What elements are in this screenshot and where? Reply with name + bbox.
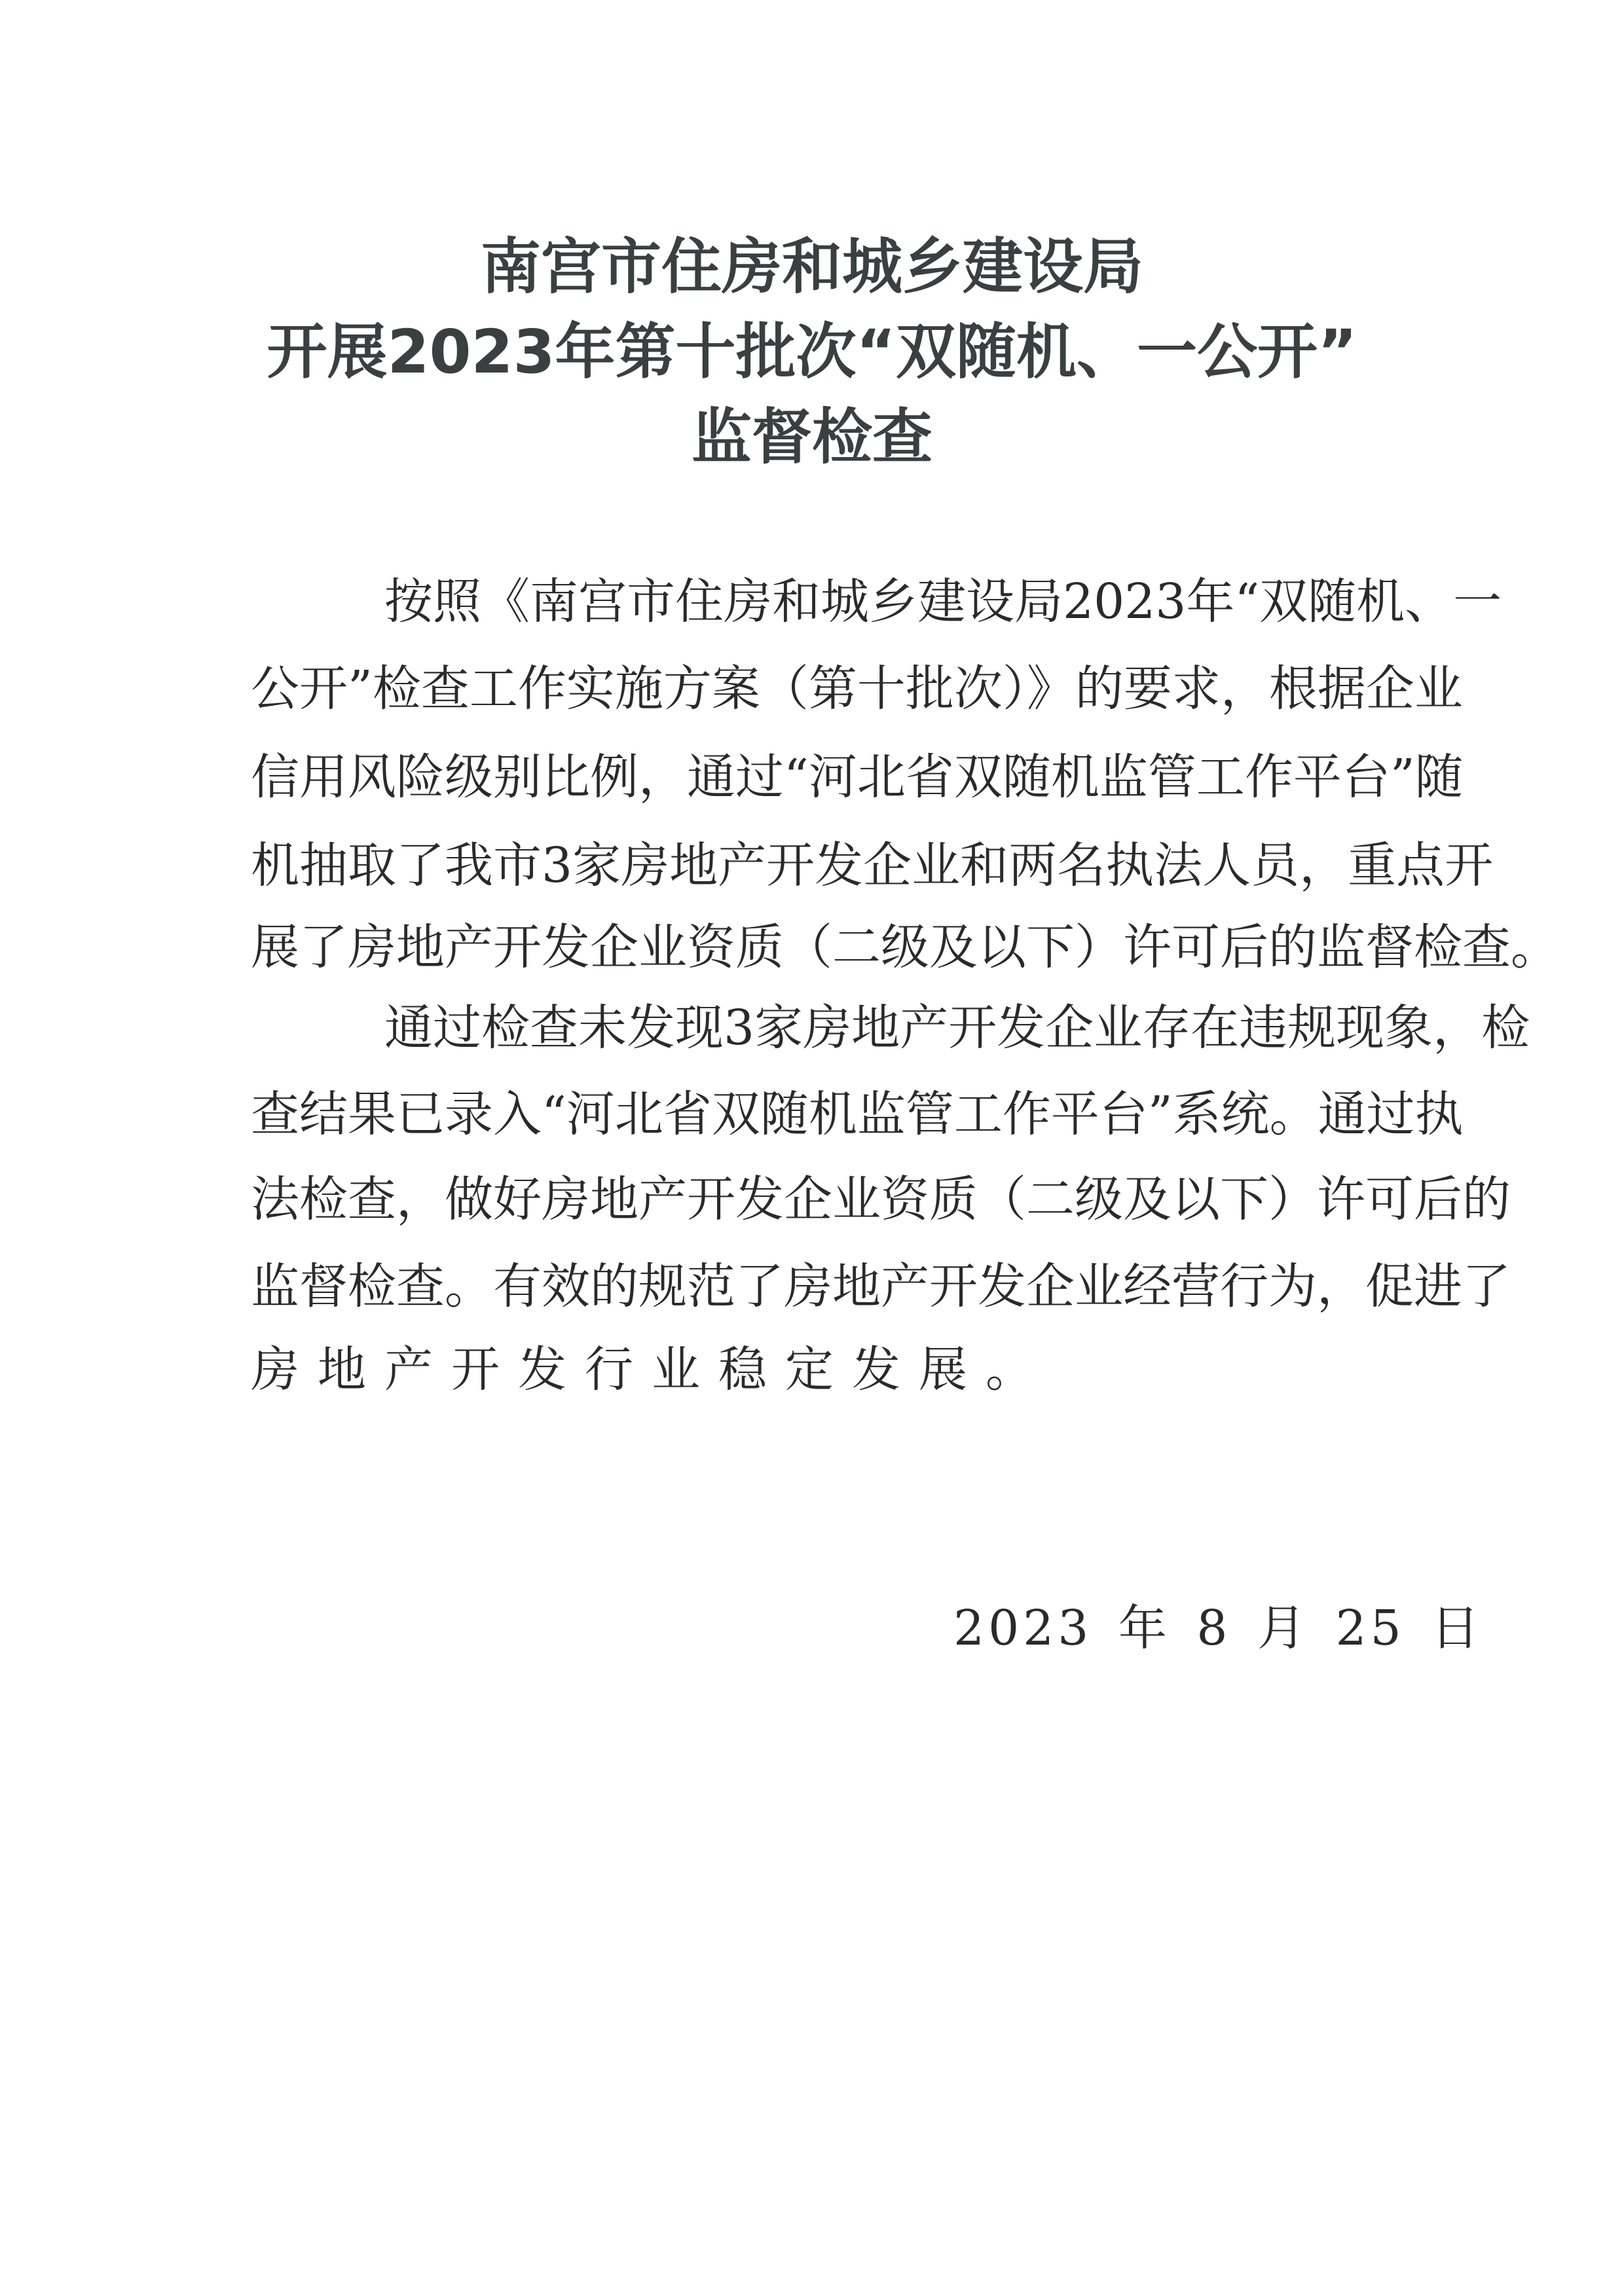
paragraph-line: 通过检查未发现3家房地产开发企业存在违规现象，检: [384, 1000, 1530, 1056]
document-date: 2023 年 8 月 25 日: [953, 1600, 1484, 1656]
paragraph-line: 公开”检查工作实施方案（第十批次）》的要求，根据企业: [251, 661, 1463, 717]
paragraph-line: 按照《南宫市住房和城乡建设局2023年“双随机、一: [384, 574, 1502, 630]
paragraph-line: 房地产开发行业稳定发展。: [251, 1341, 1052, 1398]
paragraph-line: 查结果已录入“河北省双随机监管工作平台”系统。通过执: [251, 1086, 1464, 1142]
paragraph-line: 机抽取了我市3家房地产开发企业和两名执法人员，重点开: [251, 837, 1494, 894]
paragraph-line: 监督检查。有效的规范了房地产开发企业经营行为，促进了: [251, 1258, 1511, 1315]
paragraph-line: 展了房地产开发企业资质（二级及以下）许可后的监督检查。: [251, 919, 1559, 975]
paragraph-line: 信用风险级别比例，通过“河北省双随机监管工作平台”随: [251, 749, 1464, 805]
document-title-line-2: 开展2023年第十批次“双随机、一公开”: [267, 317, 1357, 387]
paragraph-line: 法检查，做好房地产开发企业资质（二级及以下）许可后的: [251, 1171, 1511, 1228]
document-title-line-3: 监督检查: [691, 402, 932, 472]
document-title-line-1: 南宫市住房和城乡建设局: [480, 232, 1143, 302]
